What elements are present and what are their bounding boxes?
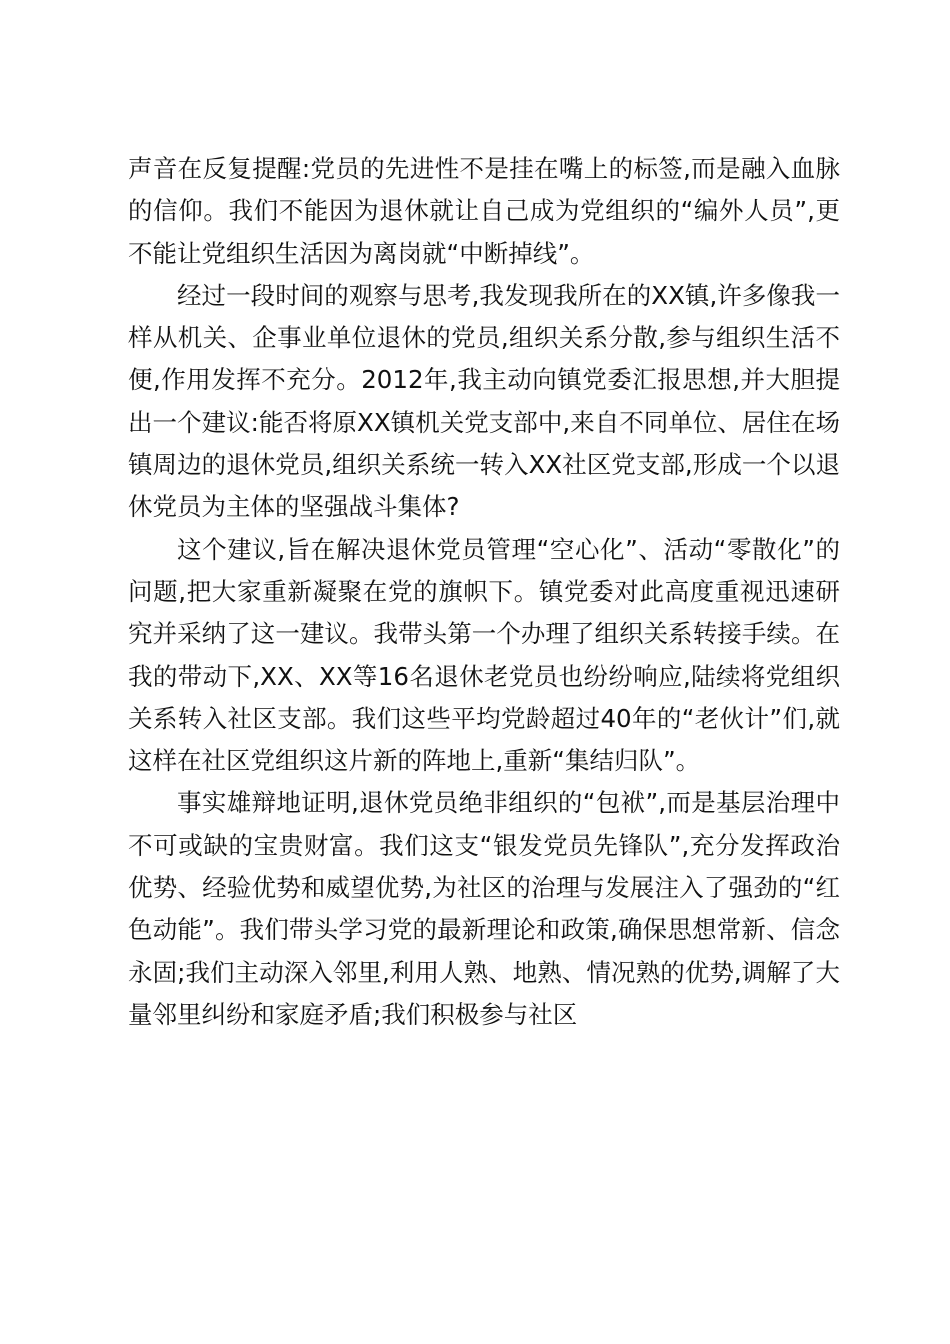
paragraph-2: 经过一段时间的观察与思考,我发现我所在的XX镇,许多像我一样从机关、企事业单位退休的党员,组织关系分散,参与组织生活不便,作用发挥不充分。2012年,我主动向镇党委汇报思想,并大胆提出一个建议:能否将原XX镇机关党支部中,来自不同单位、居住在场镇周边的退休党员,组织关系统一转入XX社区党支部,形成一个以退休党员为主体的坚强战斗集体? [128,280,840,522]
paragraph-1: 声音在反复提醒:党员的先进性不是挂在嘴上的标签,而是融入血脉的信仰。我们不能因为退休就让自己成为党组织的“编外人员”,更不能让党组织生活因为离岗就“中断掉线”。 [128,154,840,268]
paragraph-4: 事实雄辩地证明,退休党员绝非组织的“包袱”,而是基层治理中不可或缺的宝贵财富。我们这支“银发党员先锋队”,充分发挥政治优势、经验优势和威望优势,为社区的治理与发展注入了强劲的“红色动能”。我们带头学习党的最新理论和政策,确保思想常新、信念永固;我们主动深入邻里,利用人熟、地熟、情况熟的优势,调解了大量邻里纠纷和家庭矛盾;我们积极参与社区 [128,788,840,1029]
document-body [128,148,840,1036]
paragraph-3: 这个建议,旨在解决退休党员管理“空心化”、活动“零散化”的问题,把大家重新凝聚在党的旗帜下。镇党委对此高度重视迅速研究并采纳了这一建议。我带头第一个办理了组织关系转接手续。在我的带动下,XX、XX等16名退休老党员也纷纷响应,陆续将党组织关系转入社区支部。我们这些平均党龄超过40年的“老伙计”们,就这样在社区党组织这片新的阵地上,重新“集结归队”。 [128,534,840,776]
